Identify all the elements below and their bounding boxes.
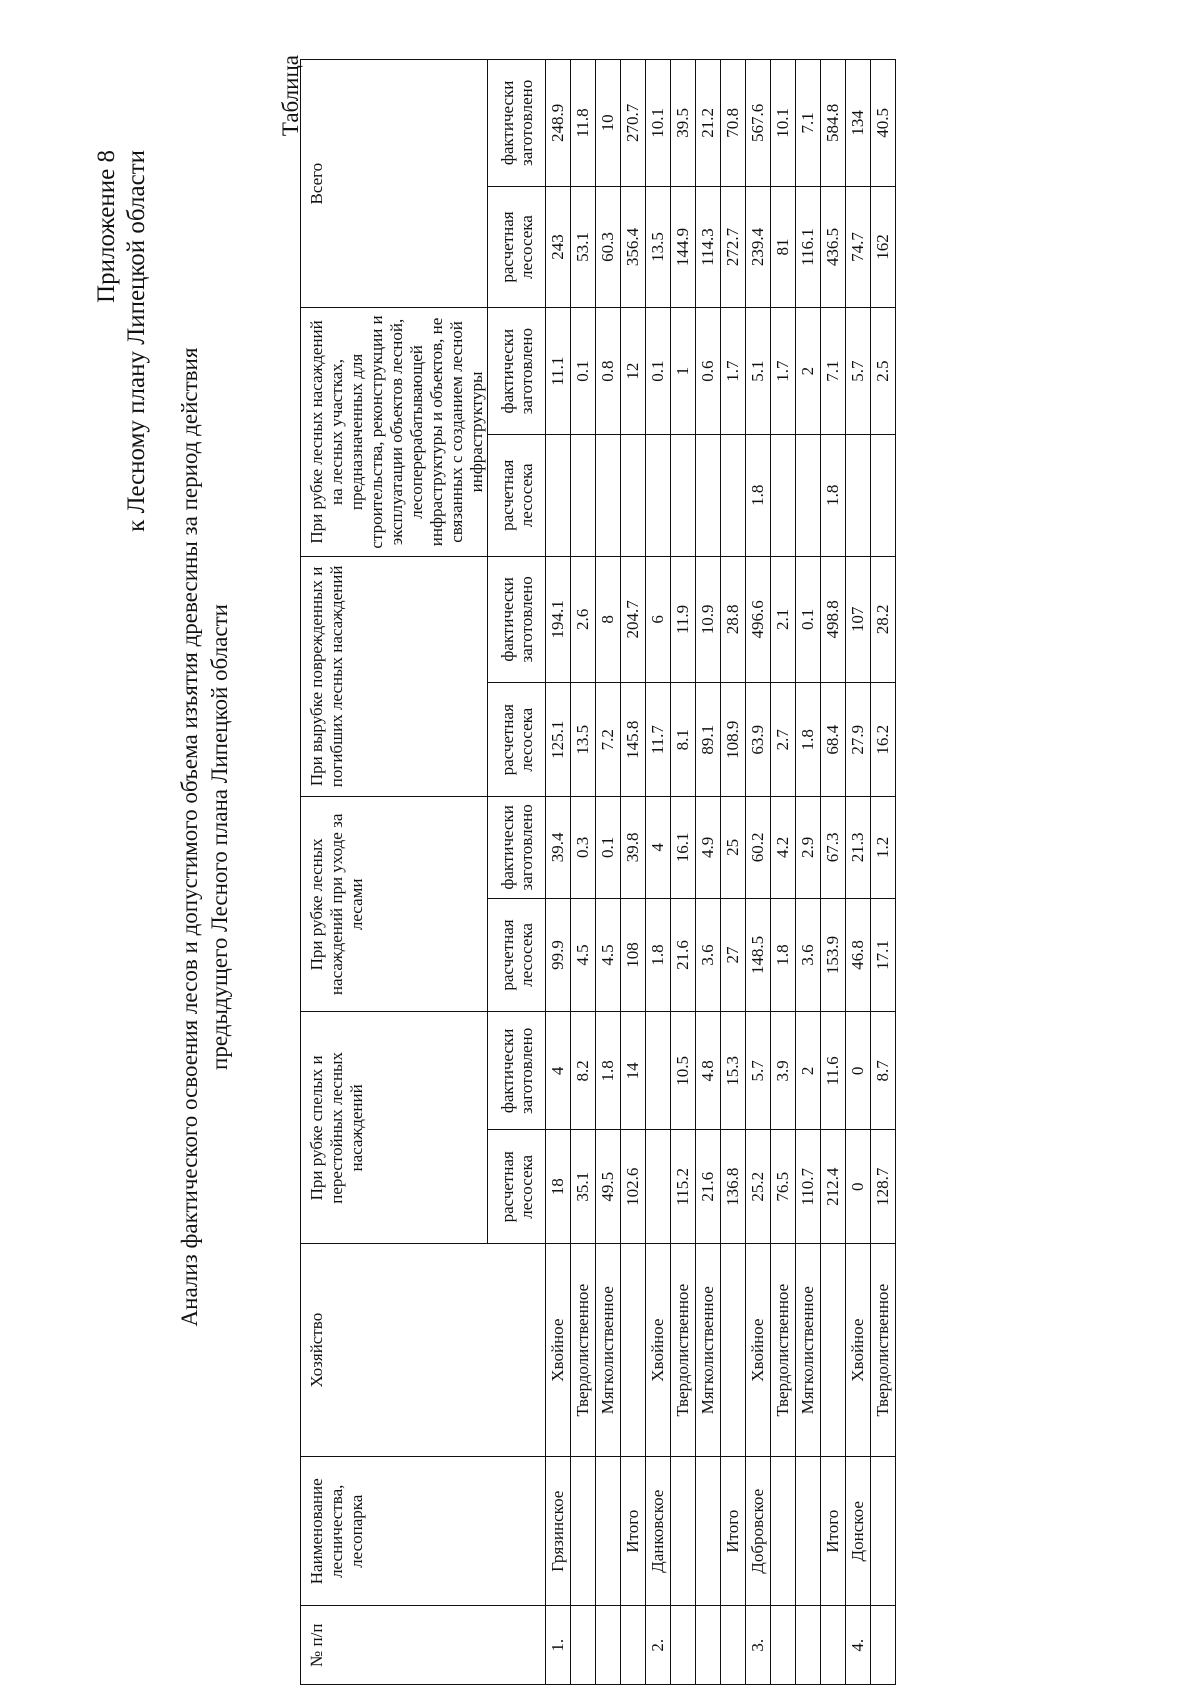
- row-value: [646, 1130, 671, 1244]
- row-value: 25: [721, 797, 746, 898]
- row-value: 81: [771, 186, 796, 308]
- row-num: 4.: [846, 1606, 871, 1685]
- row-value: 8.1: [671, 683, 696, 797]
- row-forestry-name: [796, 1457, 821, 1606]
- row-num: [596, 1606, 621, 1685]
- row-value: 4.9: [696, 797, 721, 898]
- row-value: 4.5: [571, 898, 596, 1012]
- row-value: 125.1: [546, 683, 571, 797]
- row-value: 99.9: [546, 898, 571, 1012]
- row-forestry-name: [771, 1457, 796, 1606]
- row-value: 136.8: [721, 1130, 746, 1244]
- row-value: 5.7: [746, 1012, 771, 1130]
- row-num: [571, 1606, 596, 1685]
- row-value: 13.5: [646, 186, 671, 308]
- table-row: [846, 60, 871, 1685]
- row-value: 4.5: [596, 898, 621, 1012]
- row-farm-type: Твердолиственное: [671, 1244, 696, 1457]
- row-value: 162: [871, 186, 896, 308]
- table-body: [546, 60, 896, 1685]
- row-value: 10.1: [771, 60, 796, 187]
- row-value: 53.1: [571, 186, 596, 308]
- row-value: 76.5: [771, 1130, 796, 1244]
- row-value: 243: [546, 186, 571, 308]
- row-value: 2: [796, 308, 821, 435]
- row-value: 212.4: [821, 1130, 846, 1244]
- subheader-calc: расчетная лесосека: [488, 435, 546, 557]
- table-row: [671, 60, 696, 1685]
- row-num: 2.: [646, 1606, 671, 1685]
- row-forestry-name: Грязинское: [546, 1457, 571, 1606]
- row-value: 128.7: [871, 1130, 896, 1244]
- row-value: 1.8: [771, 898, 796, 1012]
- table-row: [721, 60, 746, 1685]
- row-num: [671, 1606, 696, 1685]
- row-farm-type: Твердолиственное: [571, 1244, 596, 1457]
- row-value: 239.4: [746, 186, 771, 308]
- appendix-subtitle: к Лесному плану Липецкой области: [123, 150, 150, 532]
- row-forestry-name: [671, 1457, 696, 1606]
- row-value: 89.1: [696, 683, 721, 797]
- row-forestry-name: [696, 1457, 721, 1606]
- row-value: 2.7: [771, 683, 796, 797]
- row-value: 102.6: [621, 1130, 646, 1244]
- row-value: 436.5: [821, 186, 846, 308]
- row-value: 11.1: [546, 308, 571, 435]
- row-value: 7.1: [821, 308, 846, 435]
- subheader-fact: фактически заготовлено: [488, 556, 546, 683]
- row-value: [546, 435, 571, 557]
- row-value: 21.6: [671, 898, 696, 1012]
- row-value: 21.6: [696, 1130, 721, 1244]
- row-num: [621, 1606, 646, 1685]
- row-value: 68.4: [821, 683, 846, 797]
- subheader-fact: фактически заготовлено: [488, 308, 546, 435]
- row-num: [821, 1606, 846, 1685]
- row-value: 74.7: [846, 186, 871, 308]
- table-row: [746, 60, 771, 1685]
- row-value: 0.1: [596, 797, 621, 898]
- row-value: 108.9: [721, 683, 746, 797]
- table-row: [546, 60, 571, 1685]
- row-value: 1.2: [871, 797, 896, 898]
- title-line-1: Анализ фактического освоения лесов и допустимого объема изъятия древесины за период действия: [177, 347, 202, 1327]
- row-forestry-name: [571, 1457, 596, 1606]
- row-value: 70.8: [721, 60, 746, 187]
- row-value: [571, 435, 596, 557]
- row-value: 27.9: [846, 683, 871, 797]
- row-forestry-name: [871, 1457, 896, 1606]
- row-value: 1.8: [646, 898, 671, 1012]
- row-value: 4.2: [771, 797, 796, 898]
- row-value: [721, 435, 746, 557]
- row-value: 6: [646, 556, 671, 683]
- row-value: 2.6: [571, 556, 596, 683]
- row-value: 145.8: [621, 683, 646, 797]
- row-value: 11.7: [646, 683, 671, 797]
- row-value: 144.9: [671, 186, 696, 308]
- subheader-fact: фактически заготовлено: [488, 60, 546, 187]
- row-value: 16.2: [871, 683, 896, 797]
- row-value: 0.1: [571, 308, 596, 435]
- header-name: Наименование лесничества, лесопарка: [301, 1457, 546, 1606]
- row-value: 10.5: [671, 1012, 696, 1130]
- row-value: 0.1: [646, 308, 671, 435]
- row-value: 270.7: [621, 60, 646, 187]
- row-value: 1.8: [746, 435, 771, 557]
- table-label: Таблица: [278, 55, 303, 137]
- row-value: 3.6: [696, 898, 721, 1012]
- table-row: [796, 60, 821, 1685]
- row-farm-type: Хвойное: [646, 1244, 671, 1457]
- header-group-thinning: При рубке лесных насаждений при уходе за лесами: [301, 797, 488, 1012]
- row-value: 39.5: [671, 60, 696, 187]
- row-value: 35.1: [571, 1130, 596, 1244]
- row-forestry-name: Данковское: [646, 1457, 671, 1606]
- row-value: 498.8: [821, 556, 846, 683]
- row-value: 2.1: [771, 556, 796, 683]
- row-forestry-name: Итого: [721, 1457, 746, 1606]
- row-value: [596, 435, 621, 557]
- row-value: 114.3: [696, 186, 721, 308]
- table-row: [646, 60, 671, 1685]
- title-line-2: предыдущего Лесного плана Липецкой области: [207, 604, 232, 1070]
- row-value: [846, 435, 871, 557]
- row-farm-type: Твердолиственное: [771, 1244, 796, 1457]
- header-group-mature-felling: При рубке спелых и перестойных лесных насаждений: [301, 1012, 488, 1244]
- header-num: № п/п: [301, 1606, 546, 1685]
- row-value: 0.8: [596, 308, 621, 435]
- row-value: 40.5: [871, 60, 896, 187]
- table-row: [771, 60, 796, 1685]
- row-value: 39.4: [546, 797, 571, 898]
- row-num: [771, 1606, 796, 1685]
- row-value: [771, 435, 796, 557]
- table-row: [871, 60, 896, 1685]
- row-value: 10: [596, 60, 621, 187]
- row-value: 248.9: [546, 60, 571, 187]
- row-value: 4.8: [696, 1012, 721, 1130]
- row-value: 4: [646, 797, 671, 898]
- row-value: [696, 435, 721, 557]
- row-value: 116.1: [796, 186, 821, 308]
- row-value: 27: [721, 898, 746, 1012]
- row-forestry-name: Донское: [846, 1457, 871, 1606]
- row-value: 39.8: [621, 797, 646, 898]
- document-title: [175, 127, 235, 1547]
- row-forestry-name: Итого: [621, 1457, 646, 1606]
- row-value: 8.2: [571, 1012, 596, 1130]
- row-value: 5.7: [846, 308, 871, 435]
- row-farm-type: Хвойное: [746, 1244, 771, 1457]
- row-value: 49.5: [596, 1130, 621, 1244]
- subheader-calc: расчетная лесосека: [488, 1130, 546, 1244]
- row-value: 204.7: [621, 556, 646, 683]
- row-value: 153.9: [821, 898, 846, 1012]
- header-farm: Хозяйство: [301, 1244, 546, 1457]
- row-value: 46.8: [846, 898, 871, 1012]
- row-value: 272.7: [721, 186, 746, 308]
- row-value: [646, 1012, 671, 1130]
- row-num: [721, 1606, 746, 1685]
- row-num: [696, 1606, 721, 1685]
- row-value: [796, 435, 821, 557]
- row-value: 10.9: [696, 556, 721, 683]
- row-num: 3.: [746, 1606, 771, 1685]
- row-value: 1: [671, 308, 696, 435]
- row-value: 2.5: [871, 308, 896, 435]
- row-value: 5.1: [746, 308, 771, 435]
- row-value: 28.8: [721, 556, 746, 683]
- row-value: 7.1: [796, 60, 821, 187]
- row-value: 60.2: [746, 797, 771, 898]
- row-value: [671, 435, 696, 557]
- row-value: 115.2: [671, 1130, 696, 1244]
- row-value: 13.5: [571, 683, 596, 797]
- row-value: 1.8: [596, 1012, 621, 1130]
- row-value: 0.6: [696, 308, 721, 435]
- row-value: 12: [621, 308, 646, 435]
- row-value: 356.4: [621, 186, 646, 308]
- row-value: 60.3: [596, 186, 621, 308]
- row-value: 14: [621, 1012, 646, 1130]
- table-row: [821, 60, 846, 1685]
- row-num: [796, 1606, 821, 1685]
- row-value: [621, 435, 646, 557]
- row-value: 17.1: [871, 898, 896, 1012]
- row-farm-type: Хвойное: [546, 1244, 571, 1457]
- row-farm-type: [821, 1244, 846, 1457]
- row-value: 4: [546, 1012, 571, 1130]
- table-row: [696, 60, 721, 1685]
- appendix-header: [92, 150, 152, 532]
- row-value: 148.5: [746, 898, 771, 1012]
- row-value: 584.8: [821, 60, 846, 187]
- subheader-fact: фактически заготовлено: [488, 797, 546, 898]
- row-value: 11.9: [671, 556, 696, 683]
- row-num: 1.: [546, 1606, 571, 1685]
- table-row: [596, 60, 621, 1685]
- row-value: 1.7: [771, 308, 796, 435]
- row-value: 11.6: [821, 1012, 846, 1130]
- row-value: 18: [546, 1130, 571, 1244]
- row-value: 567.6: [746, 60, 771, 187]
- row-farm-type: Хвойное: [846, 1244, 871, 1457]
- row-value: 1.7: [721, 308, 746, 435]
- header-group-total: Всего: [301, 60, 488, 308]
- row-value: 7.2: [596, 683, 621, 797]
- subheader-calc: расчетная лесосека: [488, 186, 546, 308]
- row-farm-type: [621, 1244, 646, 1457]
- row-value: 2.9: [796, 797, 821, 898]
- row-value: [871, 435, 896, 557]
- header-group-infrastructure: При рубке лесных насаждений на лесных участках, предназначенных для строительства, реконструкции и эксплуатации объектов лесной, лесоперерабатывающей инфраструктуры и объектов, не связанных с созданием лесной инфраструктуры: [301, 308, 488, 556]
- row-farm-type: Мягколиственное: [696, 1244, 721, 1457]
- row-farm-type: [721, 1244, 746, 1457]
- row-value: 0.3: [571, 797, 596, 898]
- row-value: 2: [796, 1012, 821, 1130]
- row-value: 21.3: [846, 797, 871, 898]
- header-group-damaged: При вырубке поврежденных и погибших лесных насаждений: [301, 556, 488, 797]
- row-value: 110.7: [796, 1130, 821, 1244]
- row-value: 0: [846, 1130, 871, 1244]
- row-forestry-name: [596, 1457, 621, 1606]
- row-value: 8: [596, 556, 621, 683]
- appendix-number: Приложение 8: [93, 150, 120, 303]
- row-farm-type: Мягколиственное: [596, 1244, 621, 1457]
- row-value: 1.8: [821, 435, 846, 557]
- row-value: 67.3: [821, 797, 846, 898]
- row-value: 25.2: [746, 1130, 771, 1244]
- row-farm-type: Мягколиственное: [796, 1244, 821, 1457]
- table-row: [621, 60, 646, 1685]
- row-forestry-name: Итого: [821, 1457, 846, 1606]
- row-value: 15.3: [721, 1012, 746, 1130]
- row-value: 496.6: [746, 556, 771, 683]
- row-num: [871, 1606, 896, 1685]
- row-value: 0: [846, 1012, 871, 1130]
- row-value: 28.2: [871, 556, 896, 683]
- subheader-fact: фактически заготовлено: [488, 1012, 546, 1130]
- subheader-calc: расчетная лесосека: [488, 683, 546, 797]
- subheader-calc: расчетная лесосека: [488, 898, 546, 1012]
- row-value: 0.1: [796, 556, 821, 683]
- row-value: 3.9: [771, 1012, 796, 1130]
- row-forestry-name: Добровское: [746, 1457, 771, 1606]
- row-value: 108: [621, 898, 646, 1012]
- row-value: 194.1: [546, 556, 571, 683]
- row-value: 63.9: [746, 683, 771, 797]
- row-value: 16.1: [671, 797, 696, 898]
- row-value: 10.1: [646, 60, 671, 187]
- row-value: 8.7: [871, 1012, 896, 1130]
- row-value: 3.6: [796, 898, 821, 1012]
- table-row: [571, 60, 596, 1685]
- row-farm-type: Твердолиственное: [871, 1244, 896, 1457]
- row-value: 11.8: [571, 60, 596, 187]
- forest-usage-table: [300, 59, 896, 1685]
- row-value: 134: [846, 60, 871, 187]
- row-value: [646, 435, 671, 557]
- row-value: 107: [846, 556, 871, 683]
- row-value: 1.8: [796, 683, 821, 797]
- row-value: 21.2: [696, 60, 721, 187]
